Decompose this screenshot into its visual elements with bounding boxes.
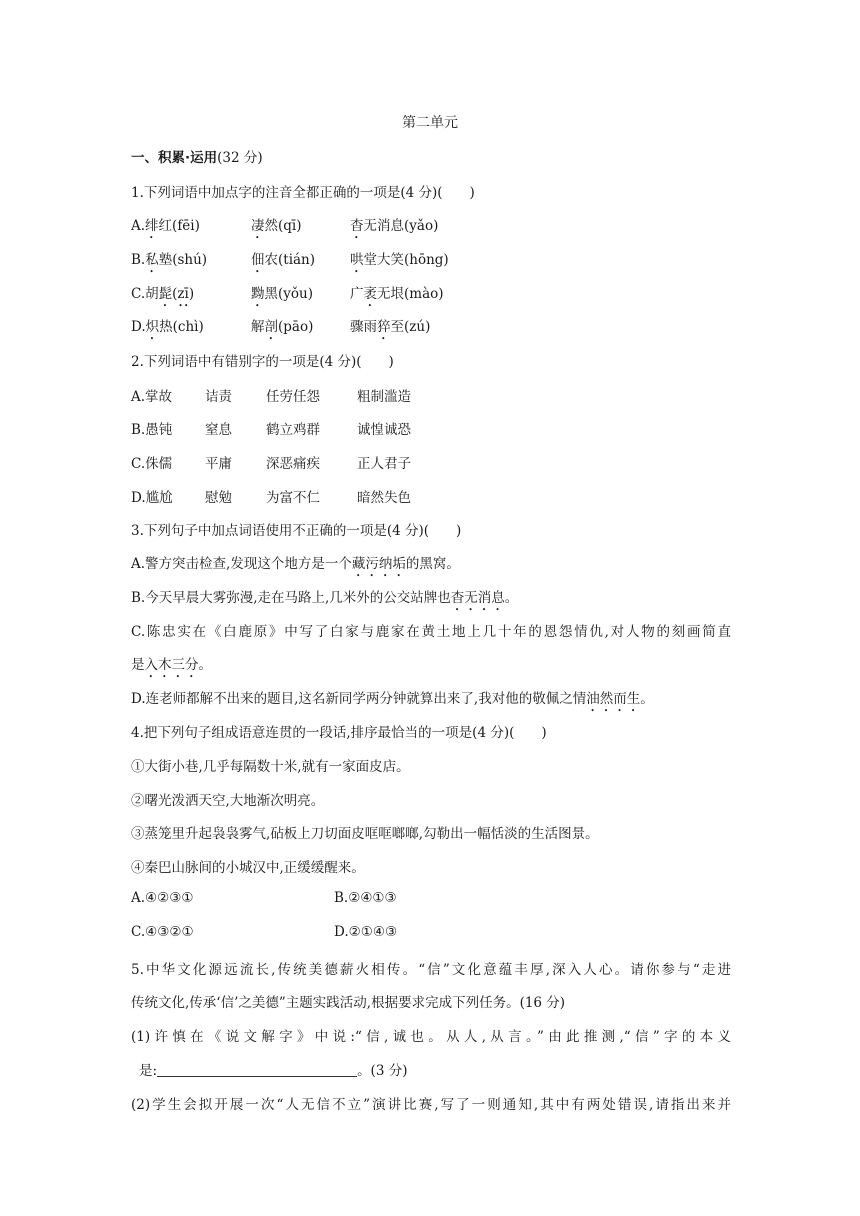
word-rest: 然(qī) [264, 218, 302, 234]
word-rest: 无消息(yǎo) [363, 218, 439, 234]
word-rest: 无垠(mào) [377, 286, 444, 302]
word-rest: 至(zú) [390, 319, 431, 335]
section-points: (32 分) [217, 150, 263, 166]
q4-option-d: D.②①④③ [334, 924, 398, 940]
q2-a3: 任劳任怨 [266, 389, 320, 405]
dotted-char: 剖 [264, 319, 278, 335]
option-letter: B. [131, 252, 146, 268]
dotted-char: 黝 [251, 286, 265, 302]
q5-part1-line1: (1)许慎在《说文解字》中说:“信,诚也。从人,从言。”由此推测,“信”字的本义 [131, 1029, 731, 1045]
q1-option-a-word3 [350, 214, 438, 242]
dotted-char: 袤 [363, 286, 377, 302]
q1-option-c [131, 282, 194, 310]
dotted-phrase: 油然而生 [586, 691, 641, 707]
q4-stem: 4.把下列句子组成语意连贯的一段话,排序最恰当的一项是(4 分)( ) [131, 725, 547, 741]
q2-d3: 为富不仁 [266, 490, 320, 506]
q2-c1: C.侏儒 [131, 456, 173, 472]
q1-option-c-word3 [350, 282, 444, 310]
option-text: 胡 [145, 286, 159, 302]
dotted-char: 私 [145, 252, 159, 268]
q2-a2: 诘责 [205, 389, 232, 405]
q1-option-d-word2 [251, 315, 313, 343]
q5-stem-line1: 5.中华文化源远流长,传统美德薪火相传。“信”文化意蕴丰厚,深入人心。请你参与“走进 [131, 962, 731, 978]
q5-stem-line2: 传统文化,传承‘信’之美德”主题实践活动,根据要求完成下列任务。(16 分) [131, 995, 566, 1011]
q1-option-b-word2 [251, 248, 315, 276]
word-rest: (pāo) [278, 319, 314, 335]
q2-c4: 正人君子 [357, 456, 411, 472]
sentence-text: 。 [504, 590, 519, 606]
q3-option-c-line2 [131, 653, 212, 681]
dotted-char: 绯 [145, 218, 159, 234]
q2-b1: B.愚钝 [131, 422, 173, 438]
q2-a4: 粗制滥造 [357, 389, 411, 405]
q3-option-b [131, 586, 518, 614]
q3-stem: 3.下列句子中加点词语使用不正确的一项是(4 分)( ) [131, 523, 462, 539]
q1-option-c-word2 [251, 282, 313, 310]
q1-option-b-word3 [350, 248, 449, 276]
option-text: 红(fēi) [158, 218, 200, 234]
q5-part2-line1: (2)学生会拟开展一次“人无信不立”演讲比赛,写了一则通知,其中有两处错误,请指出来并 [131, 1097, 731, 1113]
dotted-phrase: 藏污纳垢 [351, 556, 406, 572]
option-text: 塾(shú) [158, 252, 208, 268]
prompt-text: 。(3 分) [357, 1063, 408, 1079]
q3-option-c-line1: C.陈忠实在《白鹿原》中写了白家与鹿家在黄土地上几十年的恩怨情仇,对人物的刻画简直 [131, 624, 731, 640]
section-heading-label: 一、积累·运用 [131, 150, 218, 166]
q1-option-a [131, 214, 200, 242]
dotted-phrase: 入木三分 [144, 657, 199, 673]
q1-option-d-word3 [350, 315, 430, 343]
dotted-phrase: 杳无消息 [450, 590, 505, 606]
q2-d4: 暗然失色 [357, 490, 411, 506]
q2-d2: 慰勉 [205, 490, 232, 506]
sentence-text: 。 [198, 657, 212, 673]
q4-sentence-3: ③蒸笼里升起袅袅雾气,砧板上刀切面皮哐哐啷啷,勾勒出一幅恬淡的生活图景。 [131, 826, 599, 842]
sentence-text: 的黑窝。 [405, 556, 460, 572]
q3-option-a [131, 552, 460, 580]
q2-c3: 深恶痛疾 [266, 456, 320, 472]
word-rest: 农(tián) [264, 252, 316, 268]
dotted-char: 猝 [377, 319, 391, 335]
dotted-char: 髭(zī) [158, 286, 195, 302]
q4-option-b: B.②④①③ [334, 890, 397, 906]
q3-option-d [131, 687, 654, 715]
q5-part1-line2 [139, 1059, 407, 1079]
section-heading [131, 146, 263, 166]
dotted-char: 哄 [350, 252, 364, 268]
dotted-char: 佃 [251, 252, 265, 268]
q2-c2: 平庸 [205, 456, 232, 472]
sentence-text: A.警方突击检查,发现这个地方是一个 [131, 556, 352, 572]
q2-d1: D.尴尬 [131, 490, 173, 506]
q1-option-a-word2 [251, 214, 302, 242]
q2-b2: 窒息 [205, 422, 232, 438]
q2-a1: A.掌故 [131, 389, 173, 405]
dotted-char: 杳 [350, 218, 364, 234]
q2-stem: 2.下列词语中有错别字的一项是(4 分)( ) [131, 354, 394, 370]
sentence-text: D.连老师都解不出来的题目,这名新同学两分钟就算出来了,我对他的敬佩之情 [131, 691, 587, 707]
q2-b3: 鹤立鸡群 [266, 422, 320, 438]
word-prefix: 解 [251, 319, 265, 335]
word-prefix: 骤雨 [350, 319, 377, 335]
q4-sentence-4: ④秦巴山脉间的小城汉中,正缓缓醒来。 [131, 860, 365, 876]
answer-blank[interactable] [157, 1062, 357, 1077]
unit-title: 第二单元 [402, 115, 458, 131]
q1-stem: 1.下列词语中加点字的注音全都正确的一项是(4 分)( ) [131, 185, 475, 201]
dotted-char: 炽 [145, 319, 160, 335]
option-letter: C. [131, 286, 146, 302]
q1-option-d [131, 315, 204, 343]
q4-sentence-2: ②曙光泼洒天空,大地渐次明亮。 [131, 793, 325, 809]
option-letter: D. [131, 319, 146, 335]
q4-option-a: A.④②③① [131, 890, 194, 906]
dotted-char: 凄 [251, 218, 265, 234]
word-rest: 黑(yǒu) [264, 286, 313, 302]
q4-option-c: C.④③②① [131, 924, 194, 940]
option-text: 热(chì) [159, 319, 204, 335]
sentence-text: 。 [640, 691, 654, 707]
q1-option-b [131, 248, 207, 276]
q4-sentence-1: ①大街小巷,几乎每隔数十米,就有一家面皮店。 [131, 759, 410, 775]
sentence-text: 是 [131, 657, 145, 673]
word-rest: 堂大笑(hōng) [363, 252, 449, 268]
sentence-text: B.今天早晨大雾弥漫,走在马路上,几米外的公交站牌也 [131, 590, 451, 606]
option-letter: A. [131, 218, 146, 234]
q2-b4: 诚惶诚恐 [357, 422, 411, 438]
word-prefix: 广 [350, 286, 364, 302]
prompt-text: 是: [139, 1063, 158, 1079]
